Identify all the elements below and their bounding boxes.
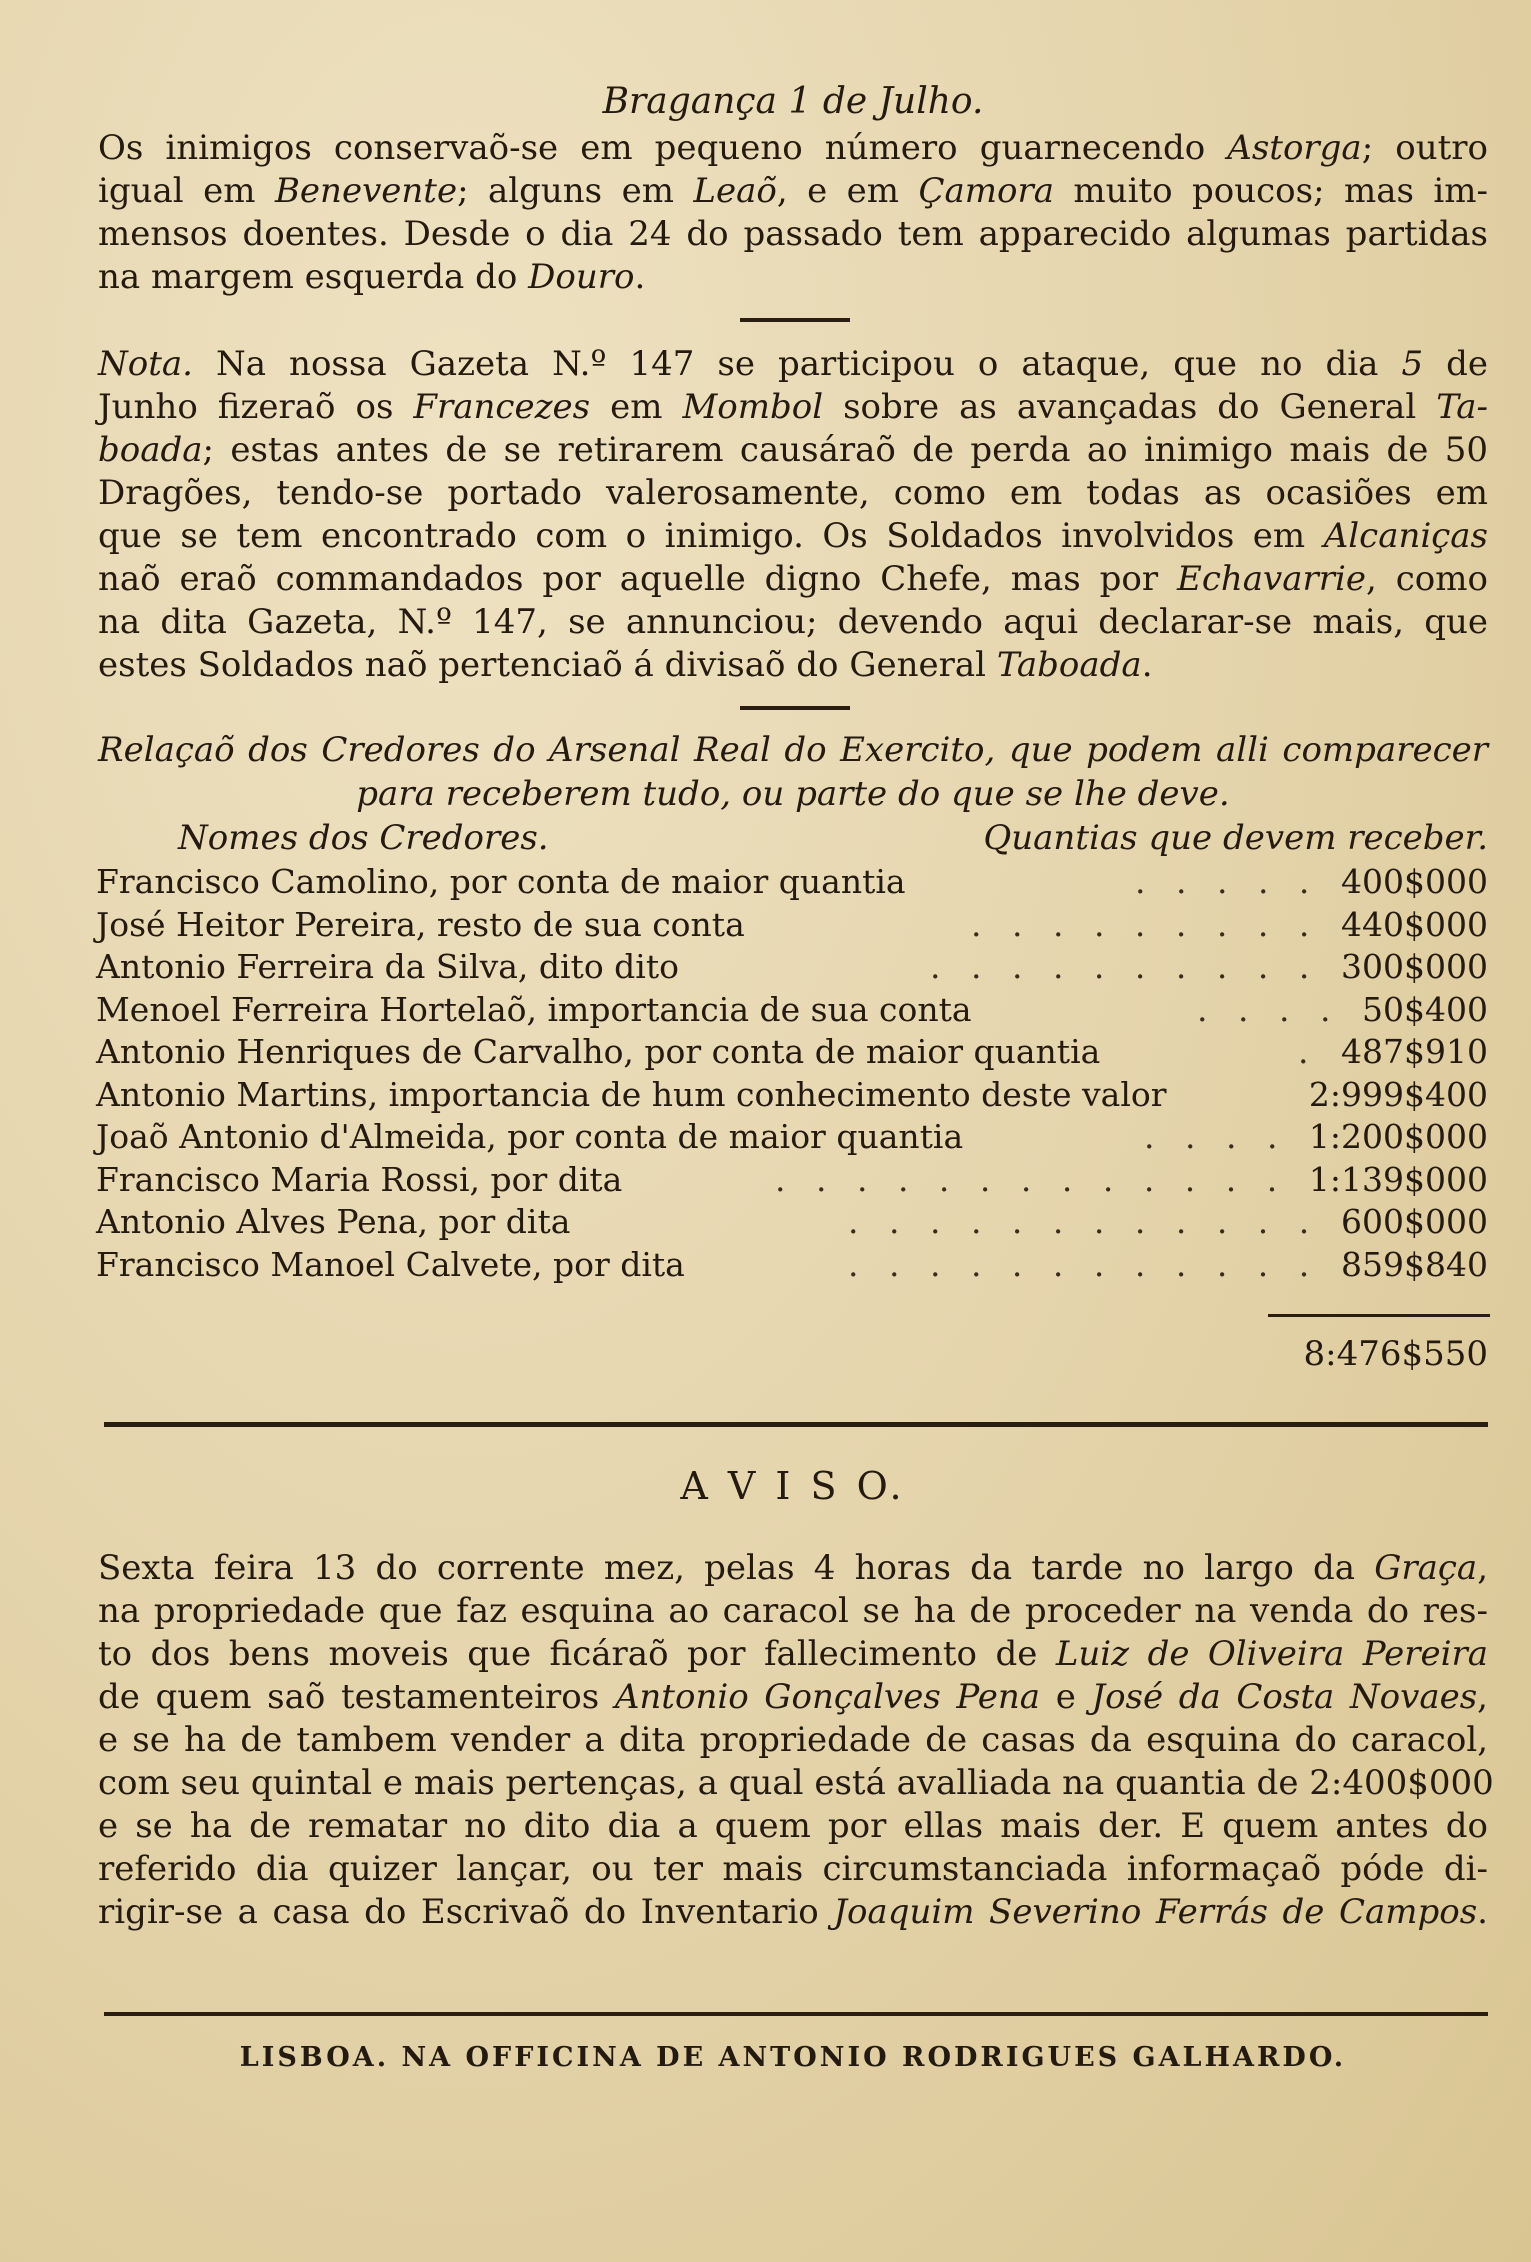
column-header-amounts: Quantias que devem receber.	[983, 818, 1488, 858]
text-line: e se ha de rematar no dito dia a quem por ellas mais der. E quem antes do	[98, 1806, 1488, 1846]
text-line: na margem esquerda do Douro.	[98, 257, 646, 297]
text-line: referido dia quizer lançar, ou ter mais circumstanciada informaçaõ póde di-	[98, 1849, 1488, 1889]
text-line: Nota. Na nossa Gazeta N.º 147 se participou o ataque, que no dia 5 de	[98, 344, 1489, 384]
leader-dots: . . . . .	[1135, 862, 1320, 901]
text-line: naõ eraõ commandados por aquelle digno Chefe, mas por Echavarrie, como	[98, 559, 1488, 599]
creditor-amount: 859$840	[1341, 1244, 1488, 1284]
creditor-name: Antonio Martins, importancia de hum conhecimento deste valor	[96, 1074, 1167, 1114]
italic-term: José da Costa Novaes	[1091, 1677, 1478, 1717]
column-header-names: Nomes dos Credores.	[178, 818, 549, 858]
creditor-name: Menoel Ferreira Hortelaõ, importancia de sua conta	[96, 989, 972, 1029]
footer-rule	[104, 2012, 1488, 2016]
creditor-name: Francisco Maria Rossi, por dita	[96, 1159, 623, 1199]
italic-term: Taboada	[996, 645, 1142, 685]
text-line: na propriedade que faz esquina ao caracol se ha de proceder na venda do res-	[98, 1591, 1488, 1631]
leader-dots: . . . . . . . . . . . . .	[775, 1159, 1288, 1199]
text-line: que se tem encontrado com o inimigo. Os Soldados involvidos em Alcaniças	[98, 516, 1488, 556]
leader-dots: . . . . . . . . . . . .	[848, 1202, 1320, 1241]
leader-dots: . . . . . . . . . . . .	[848, 1244, 1320, 1284]
creditor-row	[96, 903, 1488, 947]
italic-term: Joaquim Severino Ferrás de Campos	[833, 1892, 1478, 1932]
leader-dots: . . . . . . . . . .	[930, 947, 1320, 986]
creditor-row	[96, 860, 1488, 904]
creditor-amount: 487$910	[1341, 1032, 1488, 1071]
imprint: LISBOA. NA OFFICINA DE ANTONIO RODRIGUES GALHARDO.	[239, 2042, 1347, 2073]
italic-term: Luiz de Oliveira Pereira	[1055, 1634, 1488, 1674]
relacao-title-line1: Relaçaõ dos Credores do Arsenal Real do Exercito, que podem alli comparecer	[98, 730, 1488, 770]
text-line: boada; estas antes de se retirarem causáraõ de perda ao inimigo mais de 50	[98, 430, 1488, 470]
italic-term: Graça	[1374, 1548, 1478, 1588]
leader-dots: .	[1298, 1032, 1319, 1071]
text-line: rigir-se a casa do Escrivaõ do Inventario Joaquim Severino Ferrás de Campos.	[98, 1892, 1488, 1932]
text-line: e se ha de tambem vender a dita propriedade de casas da esquina do caracol,	[98, 1720, 1488, 1760]
italic-term: Francezes	[413, 387, 591, 427]
text-line: com seu quintal e mais pertenças, a qual está avalliada na quantia de 2:400$000	[98, 1763, 1494, 1803]
separator-rule	[740, 706, 850, 710]
creditor-amount: 300$000	[1341, 947, 1488, 986]
text-line: Junho fizeraõ os Francezes em Mombol sobre as avançadas do General Ta-	[98, 387, 1488, 427]
creditor-row	[96, 1243, 1488, 1287]
italic-term: boada	[98, 430, 203, 470]
creditor-amount: 400$000	[1341, 862, 1488, 901]
italic-term: Alcaniças	[1323, 516, 1488, 556]
italic-term: Douro	[528, 257, 635, 297]
relacao-title-line2: para receberem tudo, ou parte do que se lhe deve.	[356, 774, 1230, 814]
italic-term: Leaõ	[693, 171, 777, 211]
creditor-row	[96, 1158, 1488, 1202]
separator-rule	[740, 318, 850, 322]
creditor-amount: 2:999$400	[1308, 1074, 1488, 1114]
text-line: na dita Gazeta, N.º 147, se annunciou; devendo aqui declarar-se mais, que	[98, 602, 1488, 642]
creditor-row	[96, 1200, 1488, 1244]
creditor-name: Antonio Ferreira da Silva, dito dito	[96, 947, 679, 986]
creditor-amount: 1:200$000	[1308, 1117, 1488, 1156]
creditor-amount: 440$000	[1341, 904, 1488, 944]
section-rule	[104, 1422, 1488, 1427]
text-line: igual em Benevente; alguns em Leaõ, e em Çamora muito poucos; mas im-	[98, 171, 1488, 211]
italic-term: 5	[1401, 344, 1424, 384]
text-line: to dos bens moveis que ficáraõ por fallecimento de Luiz de Oliveira Pereira	[98, 1634, 1488, 1674]
italic-term: Mombol	[682, 387, 824, 427]
text-line: Sexta feira 13 do corrente mez, pelas 4 horas da tarde no largo da Graça,	[98, 1548, 1488, 1588]
creditor-row	[96, 1073, 1488, 1117]
creditor-name: Antonio Alves Pena, por dita	[96, 1202, 571, 1241]
italic-term: Antonio Gonçalves Pena	[614, 1677, 1041, 1717]
creditor-row	[96, 1030, 1488, 1074]
text-line: Dragões, tendo-se portado valerosamente, como em todas as ocasiões em	[98, 473, 1488, 513]
leader-dots: . . . .	[1144, 1117, 1288, 1156]
italic-term: Benevente	[274, 171, 458, 211]
italic-term: Çamora	[918, 171, 1054, 211]
creditor-amount: 600$000	[1341, 1202, 1488, 1241]
creditor-name: José Heitor Pereira, resto de sua conta	[96, 904, 745, 944]
leader-dots: . . . . . . . . .	[971, 904, 1320, 944]
italic-term: Ta-	[1436, 387, 1488, 427]
total-amount: 8:476$550	[1303, 1334, 1488, 1374]
text-line: de quem saõ testamenteiros Antonio Gonçalves Pena e José da Costa Novaes,	[98, 1677, 1488, 1717]
creditor-name: Joaõ Antonio d'Almeida, por conta de maior quantia	[96, 1117, 964, 1156]
total-rule	[1268, 1314, 1490, 1317]
creditor-amount: 1:139$000	[1308, 1159, 1488, 1199]
creditor-name: Antonio Henriques de Carvalho, por conta de maior quantia	[96, 1032, 1101, 1071]
creditor-name: Francisco Manoel Calvete, por dita	[96, 1244, 685, 1284]
text-line: mensos doentes. Desde o dia 24 do passado tem apparecido algumas partidas	[98, 214, 1488, 254]
creditor-row	[96, 945, 1488, 989]
leader-dots: . . . .	[1197, 989, 1341, 1029]
text-line: estes Soldados naõ pertenciaõ á divisaõ do General Taboada.	[98, 645, 1153, 685]
italic-term: Astorga	[1227, 128, 1362, 168]
creditor-row	[96, 1115, 1488, 1159]
italic-term: Echavarrie	[1177, 559, 1367, 599]
italic-term: Nota.	[98, 344, 193, 384]
creditor-amount: 50$400	[1362, 989, 1488, 1029]
creditor-row	[96, 988, 1488, 1032]
dateline: Bragança 1 de Julho.	[602, 81, 984, 122]
creditor-name: Francisco Camolino, por conta de maior quantia	[96, 862, 906, 901]
aviso-title: A V I S O.	[680, 1464, 906, 1508]
text-line: Os inimigos conservaõ-se em pequeno número guarnecendo Astorga; outro	[98, 128, 1488, 168]
